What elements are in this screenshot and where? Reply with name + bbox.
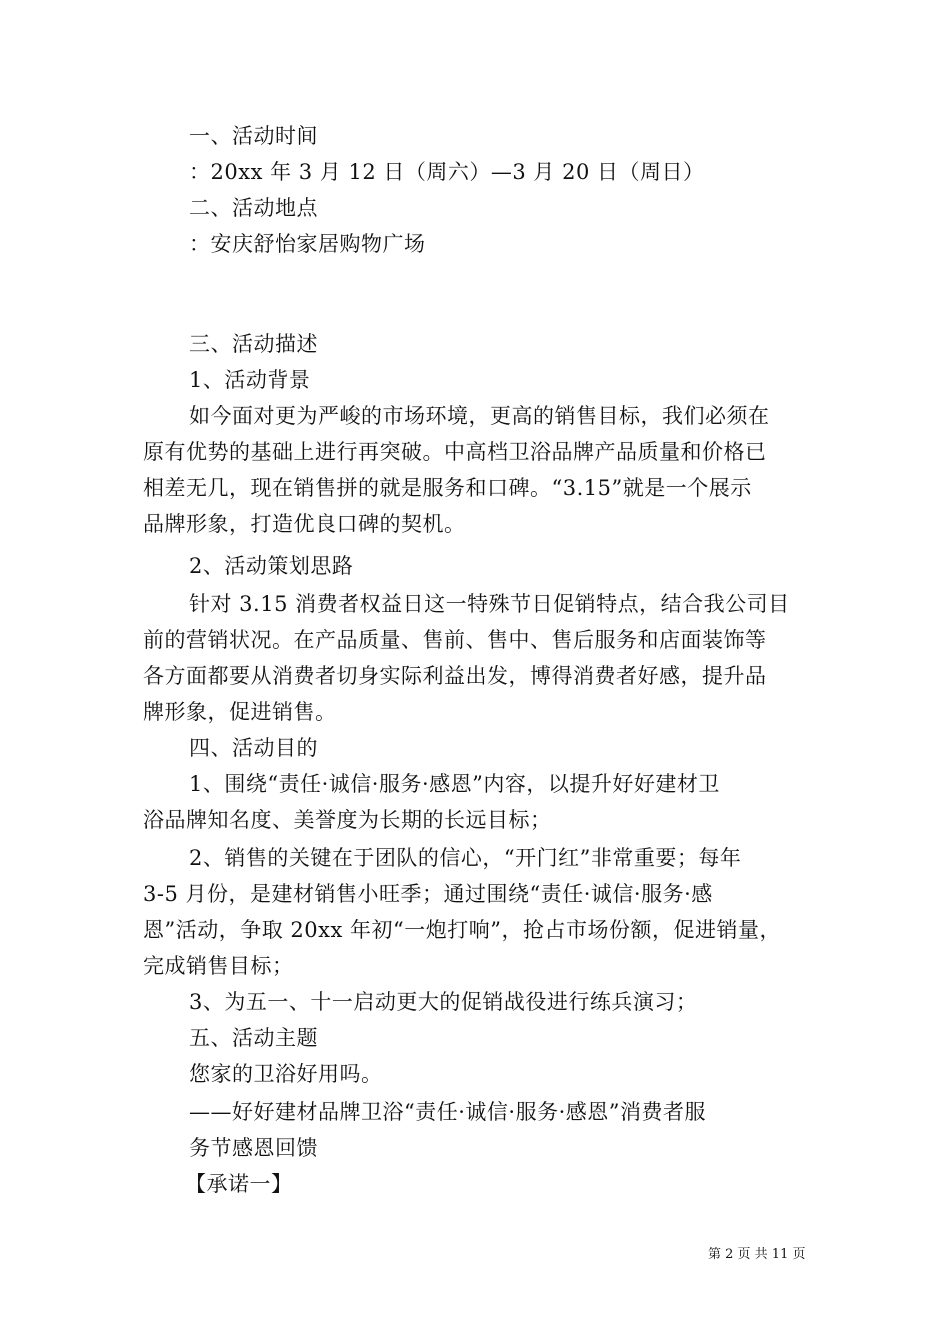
section-heading-description: 三、活动描述 xyxy=(189,332,318,356)
paragraph-line: 1、围绕“责任·诚信·服务·感恩”内容，以提升好好建材卫 xyxy=(189,772,720,796)
section-heading-time: 一、活动时间 xyxy=(189,124,318,148)
theme-subtitle: ——好好建材品牌卫浴“责任·诚信·服务·感恩”消费者服 xyxy=(189,1100,706,1124)
section-heading-location: 二、活动地点 xyxy=(189,196,318,220)
paragraph-line: 完成销售目标； xyxy=(143,954,294,978)
paragraph-line: 品牌形象，打造优良口碑的契机。 xyxy=(143,512,466,536)
paragraph-line: 前的营销状况。在产品质量、售前、售中、售后服务和店面装饰等 xyxy=(143,628,767,652)
paragraph-line: 相差无几，现在销售拼的就是服务和口碑。“3.15”就是一个展示 xyxy=(143,476,752,500)
commitment-heading: 【承诺一】 xyxy=(185,1172,293,1196)
paragraph-line: 如今面对更为严峻的市场环境，更高的销售目标，我们必须在 xyxy=(189,404,770,428)
section-heading-theme: 五、活动主题 xyxy=(189,1026,318,1050)
paragraph-line: 浴品牌知名度、美誉度为长期的长远目标； xyxy=(143,808,552,832)
page-number-footer: 第 2 页 共 11 页 xyxy=(708,1247,806,1262)
activity-location-value: ：安庆舒怡家居购物广场 xyxy=(189,232,426,256)
paragraph-line: 原有优势的基础上进行再突破。中高档卫浴品牌产品质量和价格已 xyxy=(143,440,767,464)
section-heading-goals: 四、活动目的 xyxy=(189,736,318,760)
paragraph-line: 针对 3.15 消费者权益日这一特殊节日促销特点，结合我公司目 xyxy=(189,592,790,616)
paragraph-line: 恩”活动，争取 20xx 年初“一炮打响”，抢占市场份额，促进销量， xyxy=(143,918,781,942)
subheading-planning: 2、活动策划思路 xyxy=(189,554,354,578)
subheading-background: 1、活动背景 xyxy=(189,368,311,392)
theme-question: 您家的卫浴好用吗。 xyxy=(189,1062,383,1086)
paragraph-line: 2、销售的关键在于团队的信心，“开门红”非常重要；每年 xyxy=(189,846,742,870)
paragraph-line: 3-5 月份，是建材销售小旺季；通过围绕“责任·诚信·服务·感 xyxy=(143,882,713,906)
paragraph-line: 各方面都要从消费者切身实际利益出发，博得消费者好感，提升品 xyxy=(143,664,767,688)
theme-subtitle-cont: 务节感恩回馈 xyxy=(189,1136,318,1160)
activity-time-value: ：20xx 年 3 月 12 日（周六）—3 月 20 日（周日） xyxy=(189,160,705,184)
paragraph-line: 牌形象，促进销售。 xyxy=(143,700,337,724)
paragraph-line: 3、为五一、十一启动更大的促销战役进行练兵演习； xyxy=(189,990,698,1014)
